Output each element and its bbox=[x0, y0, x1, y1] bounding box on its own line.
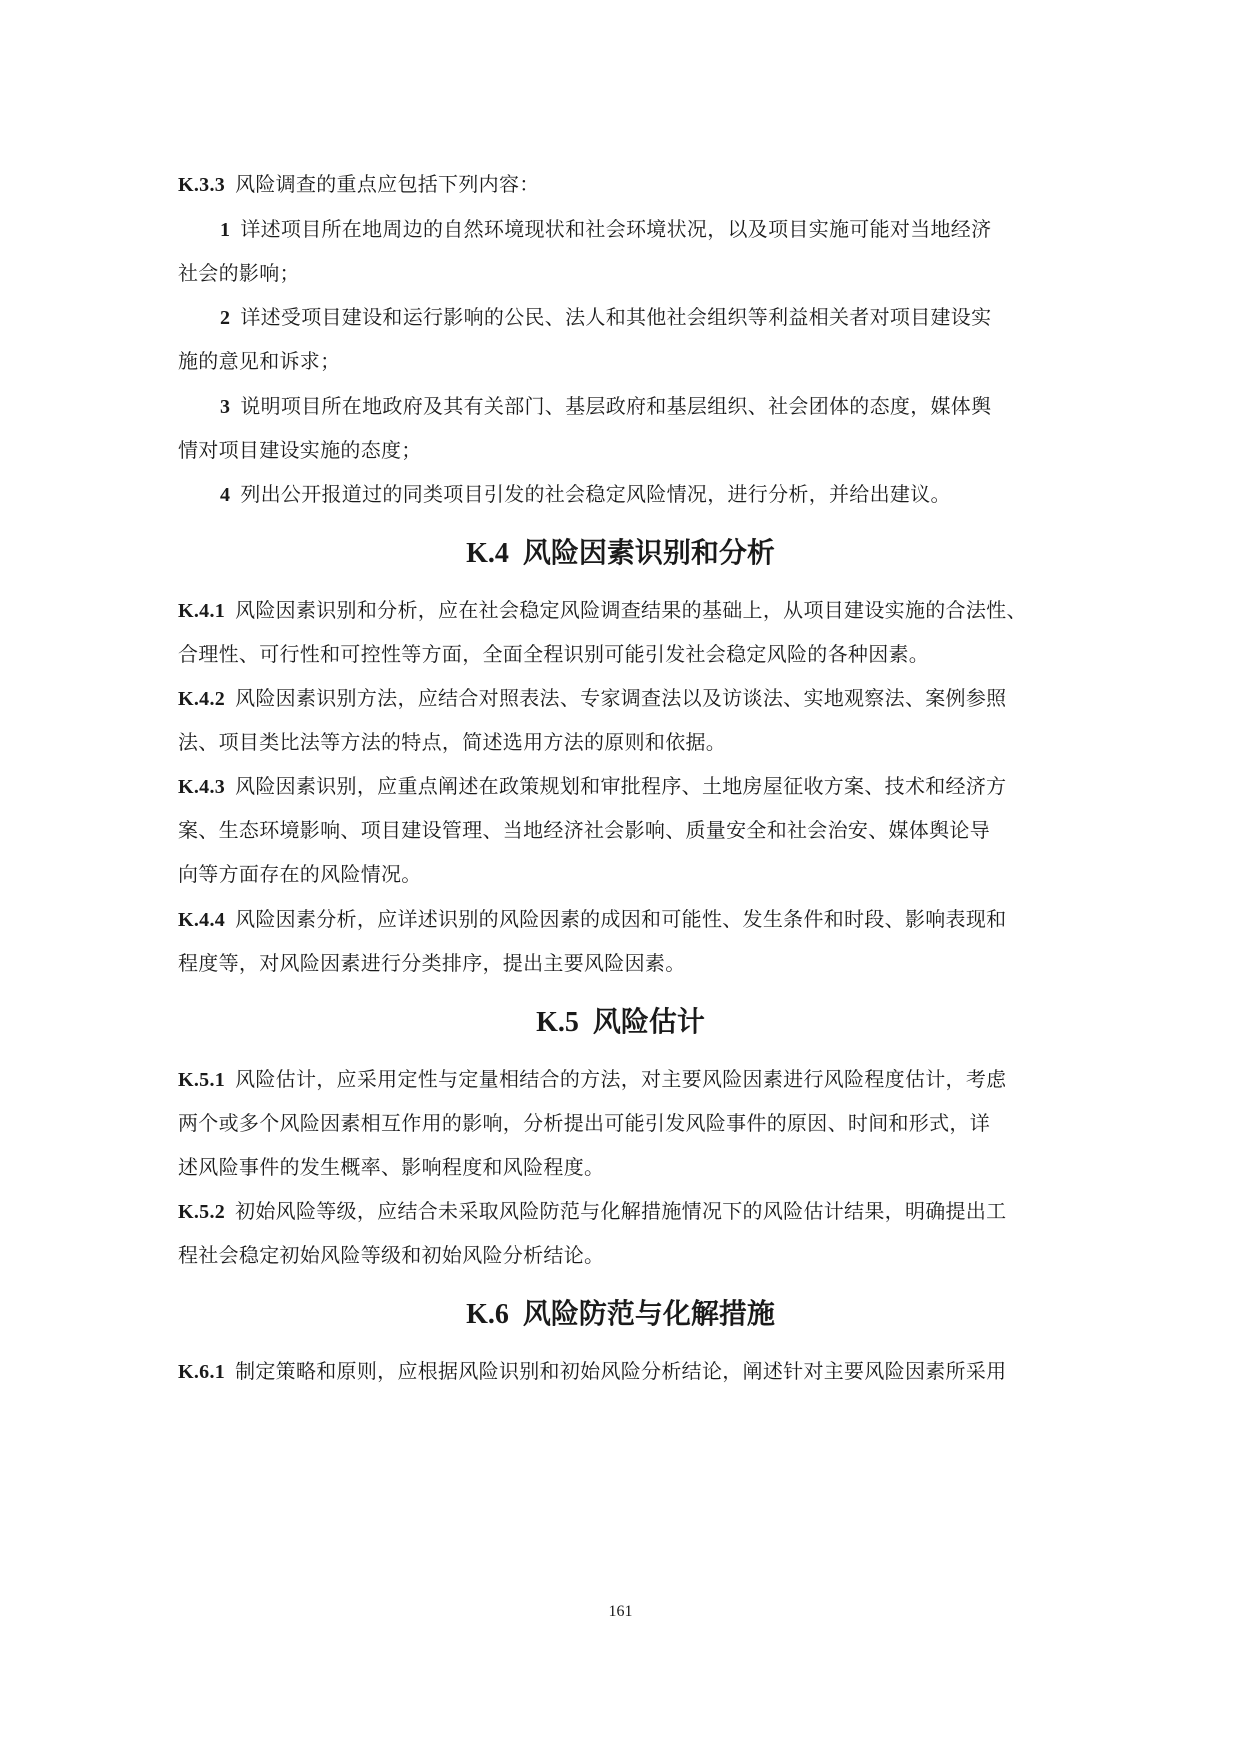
clause-k4-3-line-2: 案、生态环境影响、项目建设管理、当地经济社会影响、质量安全和社会治安、媒体舆论导 bbox=[178, 818, 990, 842]
list-item-number: 2 bbox=[220, 307, 231, 329]
section-number: K.4 bbox=[466, 538, 509, 569]
list-item-1-line-1 bbox=[220, 215, 1066, 244]
section-heading-k5 bbox=[0, 1003, 1241, 1042]
list-item-3-line-2: 情对项目建设实施的态度； bbox=[178, 438, 422, 462]
clause-k4-1-line-1 bbox=[178, 596, 1066, 625]
section-number: K.5 bbox=[536, 1007, 579, 1038]
clause-k5-1-line-2: 两个或多个风险因素相互作用的影响，分析提出可能引发风险事件的原因、时间和形式，详 bbox=[178, 1111, 990, 1135]
clause-text: 初始风险等级，应结合未采取风险防范与化解措施情况下的风险估计结果，明确提出工 bbox=[235, 1199, 1007, 1223]
clause-k4-2-line-2: 法、项目类比法等方法的特点，简述选用方法的原则和依据。 bbox=[178, 730, 727, 754]
clause-text: 风险调查的重点应包括下列内容： bbox=[235, 172, 540, 196]
list-item-1-line-2: 社会的影响； bbox=[178, 261, 300, 285]
clause-k6-1-line-1 bbox=[178, 1357, 1066, 1386]
clause-k5-1-line-3: 述风险事件的发生概率、影响程度和风险程度。 bbox=[178, 1155, 605, 1179]
clause-k4-3-line-3: 向等方面存在的风险情况。 bbox=[178, 862, 422, 886]
clause-number: K.4.2 bbox=[178, 688, 226, 710]
clause-text: 风险因素识别，应重点阐述在政策规划和审批程序、土地房屋征收方案、技术和经济方 bbox=[235, 774, 1007, 798]
clause-number: K.4.1 bbox=[178, 600, 226, 622]
list-item-number: 4 bbox=[220, 484, 231, 506]
clause-number: K.5.2 bbox=[178, 1201, 226, 1223]
section-title: 风险估计 bbox=[592, 1005, 705, 1038]
clause-k4-2-line-1 bbox=[178, 684, 1066, 713]
clause-number: K.6.1 bbox=[178, 1361, 226, 1383]
clause-k4-4-line-1 bbox=[178, 905, 1066, 934]
page-number: 161 bbox=[608, 1603, 633, 1620]
clause-text: 风险估计，应采用定性与定量相结合的方法，对主要风险因素进行风险程度估计，考虑 bbox=[235, 1067, 1007, 1091]
list-item-2-line-2: 施的意见和诉求； bbox=[178, 349, 341, 373]
list-item-text: 列出公开报道过的同类项目引发的社会稳定风险情况，进行分析，并给出建议。 bbox=[240, 482, 951, 506]
list-item-text: 说明项目所在地政府及其有关部门、基层政府和基层组织、社会团体的态度，媒体舆 bbox=[240, 394, 992, 418]
clause-text: 制定策略和原则，应根据风险识别和初始风险分析结论，阐述针对主要风险因素所采用 bbox=[235, 1359, 1007, 1383]
section-number: K.6 bbox=[466, 1299, 509, 1330]
clause-k4-4-line-2: 程度等，对风险因素进行分类排序，提出主要风险因素。 bbox=[178, 951, 686, 975]
section-title: 风险防范与化解措施 bbox=[522, 1297, 775, 1330]
list-item-text: 详述受项目建设和运行影响的公民、法人和其他社会组织等利益相关者对项目建设实 bbox=[240, 305, 992, 329]
clause-text: 风险因素分析，应详述识别的风险因素的成因和可能性、发生条件和时段、影响表现和 bbox=[235, 907, 1007, 931]
clause-number: K.5.1 bbox=[178, 1069, 226, 1091]
list-item-number: 3 bbox=[220, 396, 231, 418]
clause-k4-1-line-2: 合理性、可行性和可控性等方面，全面全程识别可能引发社会稳定风险的各种因素。 bbox=[178, 642, 930, 666]
clause-k5-2-line-2: 程社会稳定初始风险等级和初始风险分析结论。 bbox=[178, 1243, 605, 1267]
list-item-number: 1 bbox=[220, 219, 231, 241]
section-title: 风险因素识别和分析 bbox=[522, 536, 775, 569]
clause-text: 风险因素识别方法，应结合对照表法、专家调查法以及访谈法、实地观察法、案例参照 bbox=[235, 686, 1007, 710]
list-item-2-line-1 bbox=[220, 303, 1066, 332]
list-item-4-line-1 bbox=[220, 480, 1066, 509]
list-item-text: 详述项目所在地周边的自然环境现状和社会环境状况，以及项目实施可能对当地经济 bbox=[240, 217, 992, 241]
clause-k5-1-line-1 bbox=[178, 1065, 1066, 1094]
section-heading-k6 bbox=[0, 1295, 1241, 1334]
list-item-3-line-1 bbox=[220, 392, 1066, 421]
clause-number: K.4.3 bbox=[178, 776, 226, 798]
clause-text: 风险因素识别和分析，应在社会稳定风险调查结果的基础上，从项目建设实施的合法性、 bbox=[235, 598, 1027, 622]
clause-k4-3-line-1 bbox=[178, 772, 1066, 801]
clause-number: K.4.4 bbox=[178, 909, 226, 931]
clause-k3-3-line-1 bbox=[178, 170, 1066, 199]
clause-k5-2-line-1 bbox=[178, 1197, 1066, 1226]
clause-number: K.3.3 bbox=[178, 174, 226, 196]
section-heading-k4 bbox=[0, 534, 1241, 573]
